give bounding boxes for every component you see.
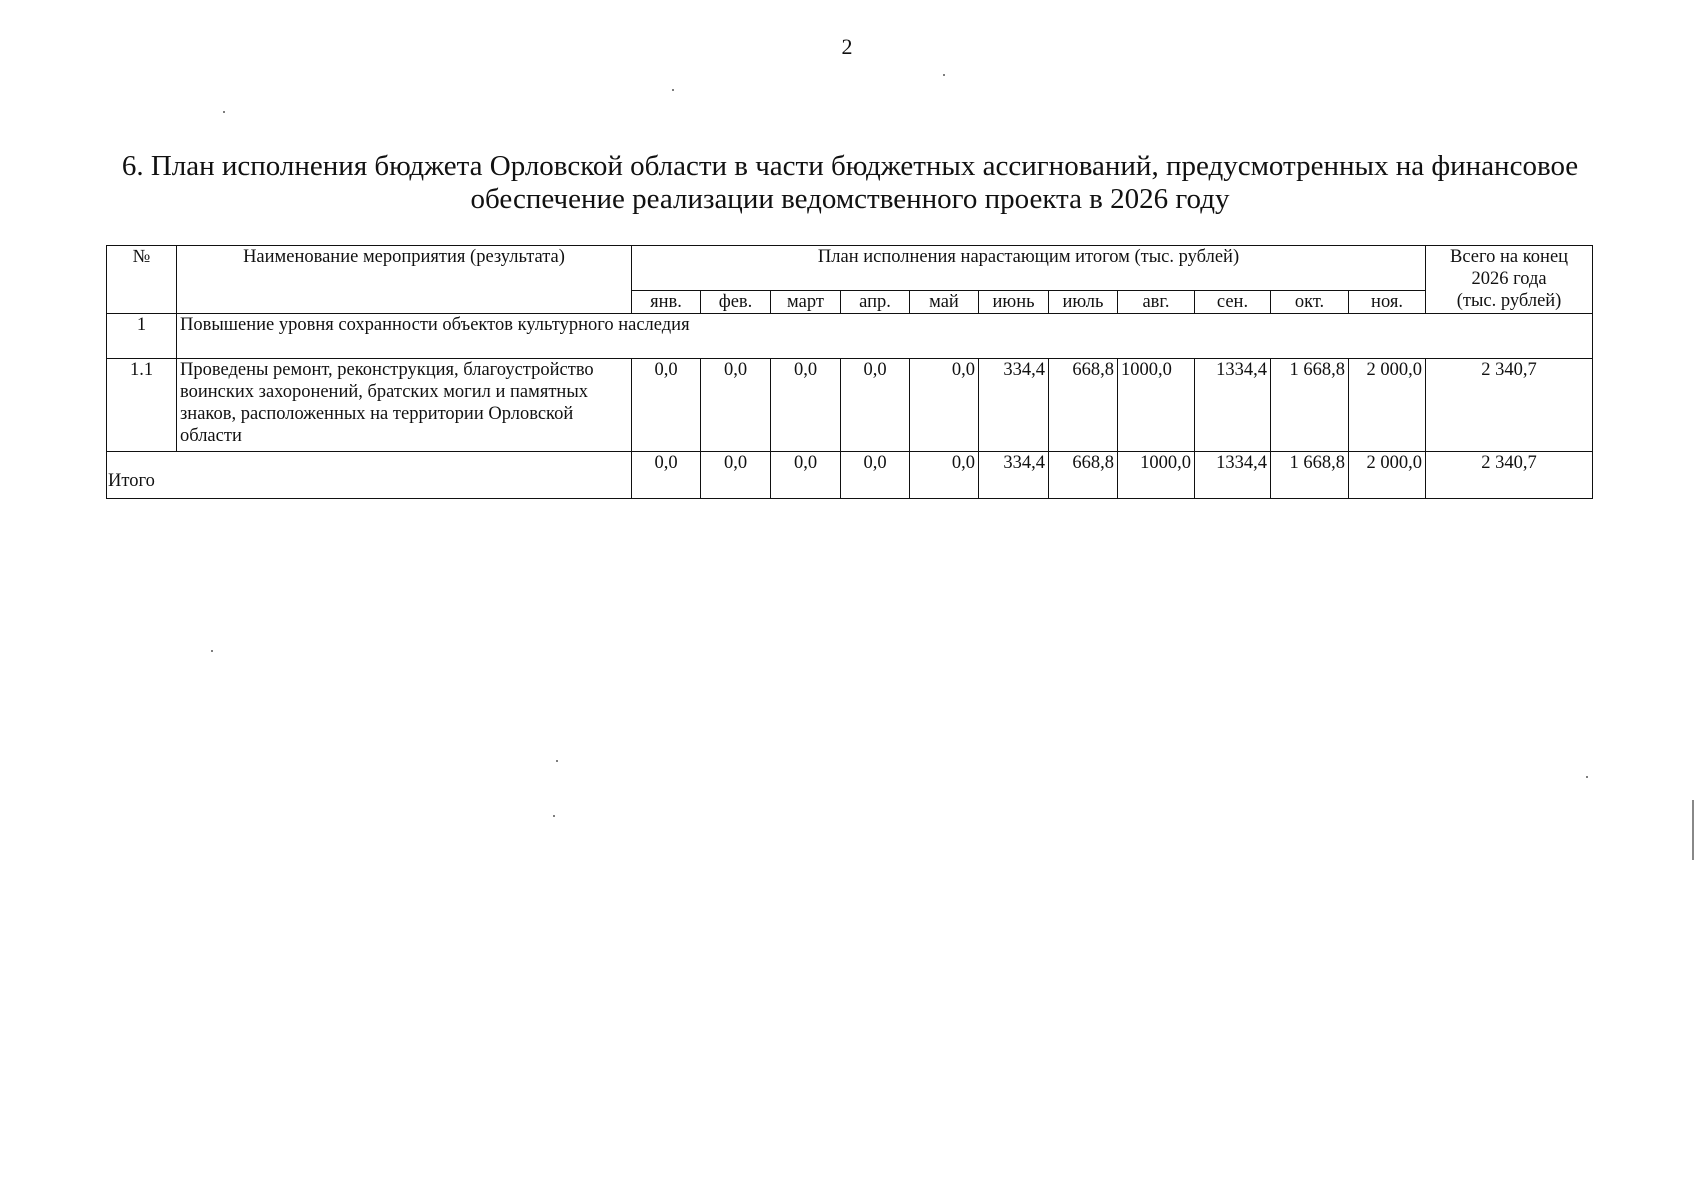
total-row (107, 452, 1593, 499)
header-total-line-3: (тыс. рублей) (1456, 291, 1562, 311)
total-value: 0,0 (841, 452, 910, 499)
item-value: 0,0 (771, 359, 841, 452)
total-value: 1000,0 (1118, 452, 1195, 499)
item-name-line: знаков, расположенных на территории Орловской (180, 404, 574, 424)
total-value: 668,8 (1049, 452, 1118, 499)
section-name: Повышение уровня сохранности объектов культурного наследия (177, 314, 1593, 359)
header-month: ноя. (1349, 291, 1426, 314)
header-plan: План исполнения нарастающим итогом (тыс. рублей) (632, 246, 1426, 291)
total-value: 0,0 (701, 452, 771, 499)
page-number: 2 (841, 34, 853, 59)
scan-speck (211, 650, 213, 652)
scan-speck (553, 815, 555, 817)
grand-total: 2 340,7 (1426, 452, 1593, 499)
item-value: 0,0 (910, 359, 979, 452)
item-value: 334,4 (979, 359, 1049, 452)
item-value: 2 000,0 (1349, 359, 1426, 452)
total-value: 1 668,8 (1271, 452, 1349, 499)
header-name: Наименование мероприятия (результата) (177, 246, 632, 314)
item-value: 0,0 (841, 359, 910, 452)
item-value: 668,8 (1049, 359, 1118, 452)
item-value: 1334,4 (1195, 359, 1271, 452)
scan-speck (1586, 776, 1588, 778)
title-line-2: обеспечение реализации ведомственного проекта в 2026 году (470, 183, 1230, 215)
item-value: 1000,0 (1118, 359, 1195, 452)
header-month: июль (1049, 291, 1118, 314)
header-month: янв. (632, 291, 701, 314)
header-total (1426, 246, 1593, 314)
header-month: май (910, 291, 979, 314)
header-month: сен. (1195, 291, 1271, 314)
title-line-1: 6. План исполнения бюджета Орловской области в части бюджетных ассигнований, предусмотренных на финансовое (121, 150, 1579, 182)
item-value: 0,0 (701, 359, 771, 452)
header-month: июнь (979, 291, 1049, 314)
scan-speck (223, 111, 225, 113)
header-number: № (107, 246, 177, 314)
item-number: 1.1 (107, 359, 177, 452)
header-month: авг. (1118, 291, 1195, 314)
item-name (177, 359, 632, 452)
item-value: 1 668,8 (1271, 359, 1349, 452)
section-number: 1 (107, 314, 177, 359)
total-label: Итого (107, 452, 632, 499)
item-name-line: воинских захоронений, братских могил и памятных (180, 382, 589, 402)
total-value: 0,0 (910, 452, 979, 499)
item-value: 0,0 (632, 359, 701, 452)
total-value: 0,0 (632, 452, 701, 499)
item-name-line: области (180, 426, 242, 446)
item-name-line: Проведены ремонт, реконструкция, благоустройство (180, 360, 594, 380)
total-value: 2 000,0 (1349, 452, 1426, 499)
total-value: 0,0 (771, 452, 841, 499)
scan-speck (556, 760, 558, 762)
header-month: март (771, 291, 841, 314)
header-total-line-1: Всего на конец (1450, 247, 1569, 267)
header-month: окт. (1271, 291, 1349, 314)
header-month: фев. (701, 291, 771, 314)
item-total: 2 340,7 (1426, 359, 1593, 452)
section-row (107, 314, 1593, 359)
scan-speck (943, 74, 945, 76)
total-value: 1334,4 (1195, 452, 1271, 499)
header-total-line-2: 2026 года (1471, 269, 1547, 289)
total-value: 334,4 (979, 452, 1049, 499)
header-month: апр. (841, 291, 910, 314)
document-title (110, 150, 1590, 216)
budget-plan-table (106, 245, 1593, 499)
scan-speck (672, 89, 674, 91)
table-row (107, 359, 1593, 452)
